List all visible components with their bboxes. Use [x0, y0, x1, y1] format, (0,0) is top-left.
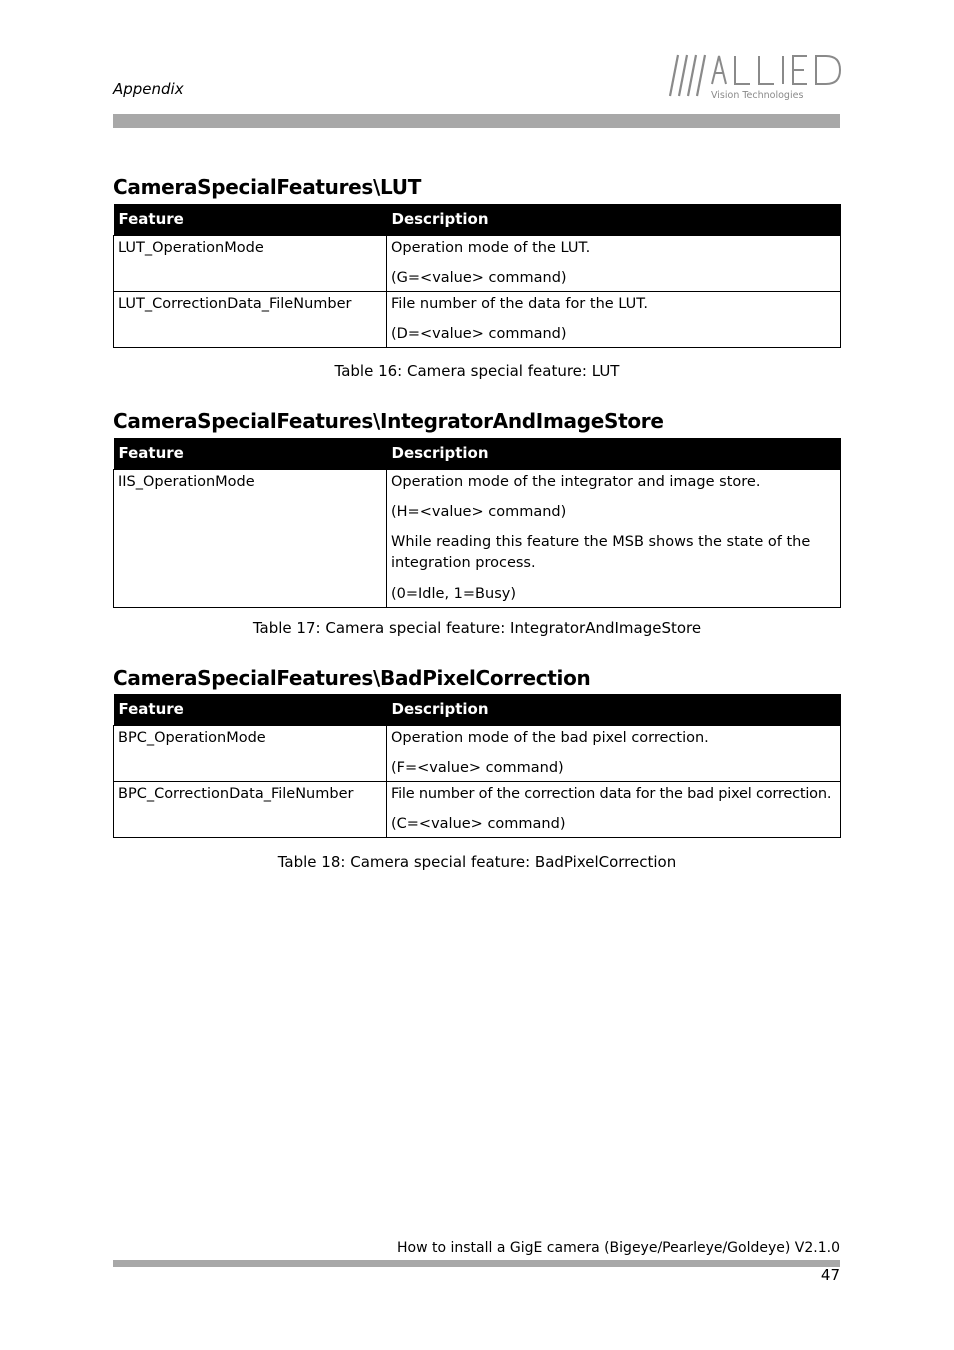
column-header-feature: Feature: [114, 438, 387, 469]
description-line: File number of the correction data for the bad pixel correction.: [391, 785, 832, 802]
section-title-integrator: CameraSpecialFeatures\IntegratorAndImageStore: [113, 409, 664, 433]
table-header-row: [114, 204, 841, 235]
header-rule: [113, 114, 840, 128]
description-line: (F=<value> command): [391, 759, 564, 776]
footer-document-title: How to install a GigE camera (Bigeye/Pearleye/Goldeye) V2.1.0: [396, 1240, 840, 1256]
description-cell: [387, 725, 841, 781]
feature-cell: BPC_OperationMode: [114, 725, 387, 781]
table-row: [114, 235, 841, 291]
feature-cell: IIS_OperationMode: [114, 469, 387, 607]
table-row: [114, 469, 841, 607]
column-header-description: Description: [387, 438, 841, 469]
description-line: Operation mode of the bad pixel correction.: [391, 729, 709, 746]
column-header-description: Description: [387, 694, 841, 725]
description-line: (H=<value> command): [391, 503, 567, 520]
section-title-lut: CameraSpecialFeatures\LUT: [113, 175, 422, 199]
table-row: [114, 291, 841, 347]
description-line: File number of the data for the LUT.: [391, 295, 648, 312]
description-line: Operation mode of the LUT.: [391, 239, 591, 256]
running-header-section: Appendix: [113, 80, 184, 98]
description-line: (G=<value> command): [391, 269, 567, 286]
page-number: 47: [820, 1266, 840, 1284]
integrator-table: [113, 438, 841, 608]
bad-pixel-table: [113, 694, 841, 838]
column-header-feature: Feature: [114, 204, 387, 235]
feature-cell: BPC_CorrectionData_FileNumber: [114, 781, 387, 837]
description-line: (C=<value> command): [391, 815, 566, 832]
column-header-feature: Feature: [114, 694, 387, 725]
svg-text:Vision Technologies: Vision Technologies: [711, 90, 804, 101]
section-title-bad-pixel: CameraSpecialFeatures\BadPixelCorrection: [113, 666, 591, 690]
table-caption: Table 17: Camera special feature: IntegratorAndImageStore: [252, 619, 702, 637]
description-cell: [387, 469, 841, 607]
description-cell: [387, 235, 841, 291]
description-cell: [387, 781, 841, 837]
description-cell: [387, 291, 841, 347]
allied-logo: [668, 52, 843, 102]
description-line: Operation mode of the integrator and image store.: [391, 473, 761, 490]
table-caption: Table 16: Camera special feature: LUT: [334, 362, 620, 380]
column-header-description: Description: [387, 204, 841, 235]
table-row: [114, 781, 841, 837]
footer-rule: [113, 1260, 840, 1267]
description-line: (0=Idle, 1=Busy): [391, 585, 516, 602]
feature-cell: LUT_CorrectionData_FileNumber: [114, 291, 387, 347]
description-line: (D=<value> command): [391, 325, 567, 342]
table-row: [114, 725, 841, 781]
table-caption: Table 18: Camera special feature: BadPixelCorrection: [277, 853, 677, 871]
feature-cell: LUT_OperationMode: [114, 235, 387, 291]
table-header-row: [114, 694, 841, 725]
table-header-row: [114, 438, 841, 469]
description-line: While reading this feature the MSB shows the state of the integration process.: [391, 533, 811, 571]
lut-table: [113, 204, 841, 348]
